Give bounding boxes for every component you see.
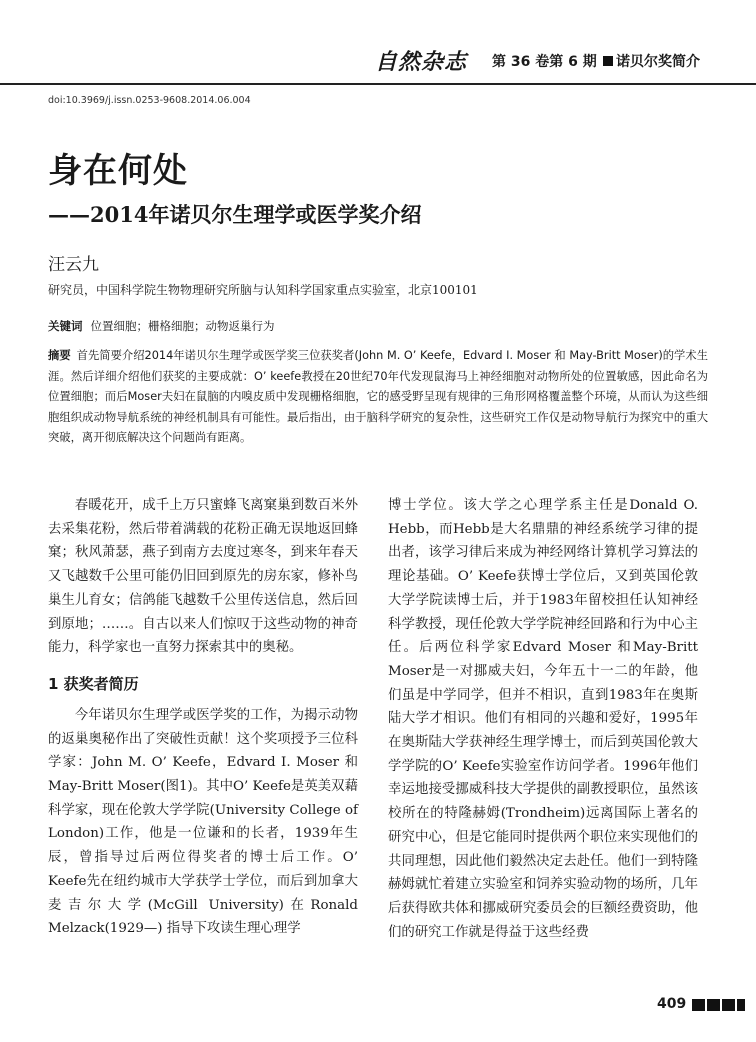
article-title: 身在何处: [48, 151, 188, 191]
author-affiliation: 研究员，中国科学院生物物理研究所脑与认知科学国家重点实验室，北京100101: [48, 283, 478, 297]
right-column-paragraph: 博士学位。该大学之心理学系主任是Donald O. Hebb，而Hebb是大名鼎鼎的神经系统学习律的提出者，该学习律后来成为神经网络计算机学习算法的理论基础。O’ Keefe获博士学位后，又到英国伦敦大学学院读博士后，并于1983年留校担任认知神经科学教授，现任伦敦大学学院神经回路和行为中心主任。后两位科学家Edvard Moser 和May-Britt Moser是一对挪威夫妇，今年五十一二的年龄，他们虽是中学同学，但并不相识，直到1983年在奥斯陆大学才相识。他们有相同的兴趣和爱好，1995年在奥斯陆大学获神经生理学博士，而后到英国伦敦大学学院的O’ Keefe实验室作访问学者。1996年他们幸运地接受挪威科技大学提供的副教授职位，虽然该校所在的特隆赫姆(Trondheim)远离国际上著名的研究中心，但是它能同时提供两个职位来实现他们的共同理想，因此他们毅然决定去赴任。他们一到特隆赫姆就忙着建立实验室和饲养实验动物的场所，几年后获得欧共体和挪威研究委员会的巨额经费资助，他们的研究工作就是得益于这些经费: [388, 498, 698, 940]
doi: doi:10.3969/j.issn.0253-9608.2014.06.004: [48, 95, 251, 106]
footer-bars-icon: [692, 999, 745, 1011]
intro-paragraph: 春暖花开，成千上万只蜜蜂飞离窠巢到数百米外去采集花粉，然后带着满载的花粉正确无误地返回蜂窠；秋风萧瑟，燕子到南方去度过寒冬，到来年春天又飞越数千公里可能仍旧回到原先的房东家，修补鸟巢生儿育女；信鸽能飞越数千公里传送信息，然后回到原地；……。自古以来人们惊叹于这些动物的神奇能力，科学家也一直努力探索其中的奥秘。: [48, 498, 358, 656]
keywords-label: 关键词: [48, 319, 83, 333]
section-label: [603, 51, 700, 71]
journal-header: [0, 38, 756, 86]
section1-paragraph: 今年诺贝尔生理学或医学奖的工作，为揭示动物的返巢奥秘作出了突破性贡献！这个奖项授予三位科学家：John M. O’ Keefe，Edvard I. Moser 和 May-Britt Moser(图1)。其中O’ Keefe是英美双藉科学家，现在伦敦大学学院(University College of London)工作，他是一位谦和的长者，1939年生辰，曾指导过后两位得奖者的博士后工作。O’ Keefe先在纽约城市大学获学士学位，而后到加拿大麦吉尔大学(McGill University)在Ronald Melzack(1929—) 指导下攻读生理心理学: [48, 707, 358, 937]
section-heading: 1 获奖者简历: [48, 674, 139, 693]
keywords-text: 位置细胞；栅格细胞；动物返巢行为: [90, 319, 275, 333]
square-icon: [603, 56, 613, 66]
page-footer: [0, 990, 756, 1030]
section-text: 诺贝尔奖简介: [616, 54, 700, 70]
journal-name: 自然杂志: [375, 49, 468, 75]
abstract-text: 首先简要介绍2014年诺贝尔生理学或医学奖三位获奖者(John M. O’ Keefe，Edvard I. Moser 和 May-Britt Moser)的学术生涯。然后详细介绍他们获奖的主要成就：O’ keefe教授在20世纪70年代发现鼠海马上神经细胞对动物所处的位置敏感，因此命名为位置细胞；而后Moser夫妇在鼠脑的内嗅皮质中发现栅格细胞，它的感受野呈现有规律的三角形网格覆盖整个环境，从而认为这些细胞组织成动物导航系统的神经机制具有可能性。最后指出，由于脑科学研究的复杂性，这些研究工作仅是动物导航行为探究中的重大突破，离开彻底解决这个问题尚有距离。: [48, 349, 708, 445]
issue-label: 第 36 卷第 6 期: [492, 54, 597, 70]
abstract-label: 摘要: [48, 349, 71, 362]
article-subtitle: ——2014年诺贝尔生理学或医学奖介绍: [48, 202, 422, 227]
body-column-left: [48, 494, 358, 941]
author-name: 汪云九: [48, 255, 99, 275]
abstract: [48, 346, 708, 449]
keywords: [48, 318, 275, 334]
page-number: 409: [657, 996, 687, 1012]
body-column-right: [388, 494, 698, 944]
header-rule: [0, 83, 756, 85]
